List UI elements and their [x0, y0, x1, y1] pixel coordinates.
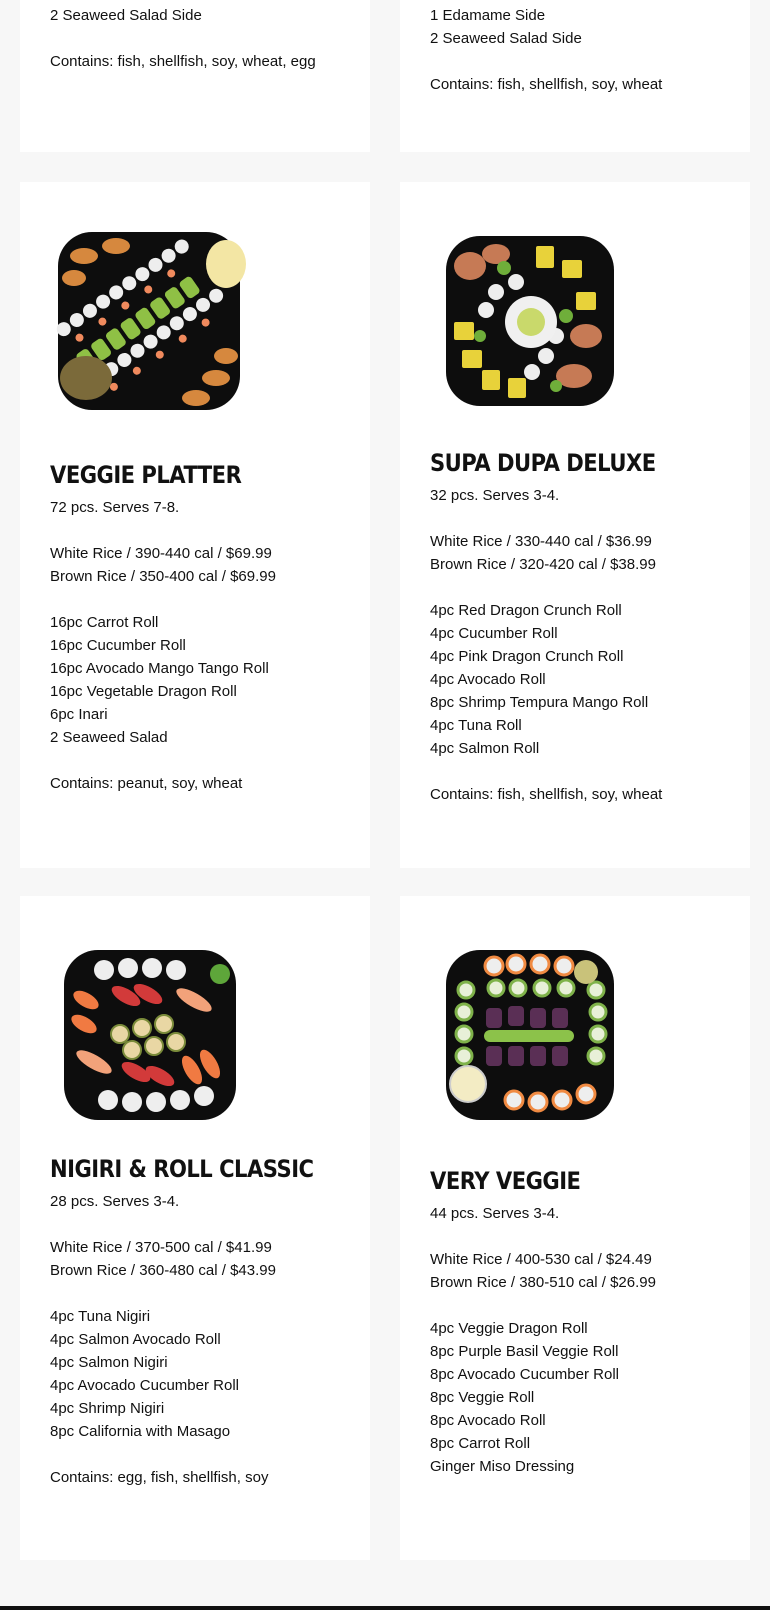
list-item: 16pc Avocado Mango Tango Roll [50, 660, 269, 677]
list-item: 8pc Purple Basil Veggie Roll [430, 1343, 619, 1360]
list-item: 4pc Salmon Avocado Roll [50, 1331, 221, 1348]
product-card-veggie-platter[interactable] [20, 182, 370, 868]
pieces-info: 28 pcs. Serves 3-4. [50, 1193, 180, 1210]
list-item: 8pc Shrimp Tempura Mango Roll [430, 694, 649, 711]
product-title[interactable]: SUPA DUPA DELUXE [430, 449, 656, 477]
very-veggie-image[interactable] [446, 950, 616, 1122]
white-rice-option: White Rice / 400-530 cal / $24.49 [430, 1251, 652, 1268]
nigiri-roll-classic-image[interactable] [64, 950, 244, 1122]
allergen-info: Contains: peanut, soy, wheat [50, 775, 243, 792]
pieces-info: 44 pcs. Serves 3-4. [430, 1205, 560, 1222]
list-item: 4pc Veggie Dragon Roll [430, 1320, 588, 1337]
list-item: 4pc Avocado Cucumber Roll [50, 1377, 239, 1394]
product-card-top-right [400, 0, 750, 152]
allergen-info: Contains: egg, fish, shellfish, soy [50, 1469, 269, 1486]
brown-rice-option: Brown Rice / 380-510 cal / $26.99 [430, 1274, 656, 1291]
list-item: 4pc Tuna Roll [430, 717, 522, 734]
veggie-platter-image[interactable] [56, 228, 266, 414]
list-item: Ginger Miso Dressing [430, 1458, 575, 1475]
card-item: 2 Seaweed Salad Side [50, 7, 202, 24]
list-item: 4pc Shrimp Nigiri [50, 1400, 165, 1417]
list-item: 16pc Carrot Roll [50, 614, 159, 631]
product-title[interactable]: VEGGIE PLATTER [50, 461, 242, 489]
product-card-very-veggie[interactable] [400, 896, 750, 1560]
product-card-top-left [20, 0, 370, 152]
allergen-info: Contains: fish, shellfish, soy, wheat, egg [50, 53, 316, 70]
product-card-supa-dupa-deluxe[interactable] [400, 182, 750, 868]
brown-rice-option: Brown Rice / 320-420 cal / $38.99 [430, 556, 656, 573]
list-item: 16pc Vegetable Dragon Roll [50, 683, 237, 700]
product-title[interactable]: NIGIRI & ROLL CLASSIC [50, 1155, 314, 1183]
brown-rice-option: Brown Rice / 360-480 cal / $43.99 [50, 1262, 276, 1279]
list-item: 8pc Avocado Roll [430, 1412, 546, 1429]
list-item: 16pc Cucumber Roll [50, 637, 186, 654]
list-item: 4pc Pink Dragon Crunch Roll [430, 648, 624, 665]
pieces-info: 32 pcs. Serves 3-4. [430, 487, 560, 504]
brown-rice-option: Brown Rice / 350-400 cal / $69.99 [50, 568, 276, 585]
product-title[interactable]: VERY VEGGIE [430, 1167, 581, 1195]
list-item: 8pc California with Masago [50, 1423, 231, 1440]
white-rice-option: White Rice / 330-440 cal / $36.99 [430, 533, 652, 550]
pieces-info: 72 pcs. Serves 7-8. [50, 499, 180, 516]
list-item: 4pc Tuna Nigiri [50, 1308, 151, 1325]
white-rice-option: White Rice / 370-500 cal / $41.99 [50, 1239, 272, 1256]
list-item: 8pc Carrot Roll [430, 1435, 531, 1452]
list-item: 4pc Salmon Roll [430, 740, 540, 757]
list-item: 4pc Cucumber Roll [430, 625, 558, 642]
product-card-nigiri-roll-classic[interactable] [20, 896, 370, 1560]
footer-divider [0, 1606, 770, 1610]
allergen-info: Contains: fish, shellfish, soy, wheat [430, 76, 663, 93]
card-item: 2 Seaweed Salad Side [430, 30, 582, 47]
card-item: 1 Edamame Side [430, 7, 546, 24]
list-item: 8pc Veggie Roll [430, 1389, 535, 1406]
list-item: 6pc Inari [50, 706, 108, 723]
white-rice-option: White Rice / 390-440 cal / $69.99 [50, 545, 272, 562]
supa-dupa-deluxe-image[interactable] [446, 236, 616, 408]
list-item: 4pc Red Dragon Crunch Roll [430, 602, 622, 619]
list-item: 4pc Salmon Nigiri [50, 1354, 168, 1371]
list-item: 8pc Avocado Cucumber Roll [430, 1366, 619, 1383]
allergen-info: Contains: fish, shellfish, soy, wheat [430, 786, 663, 803]
list-item: 2 Seaweed Salad [50, 729, 168, 746]
list-item: 4pc Avocado Roll [430, 671, 546, 688]
